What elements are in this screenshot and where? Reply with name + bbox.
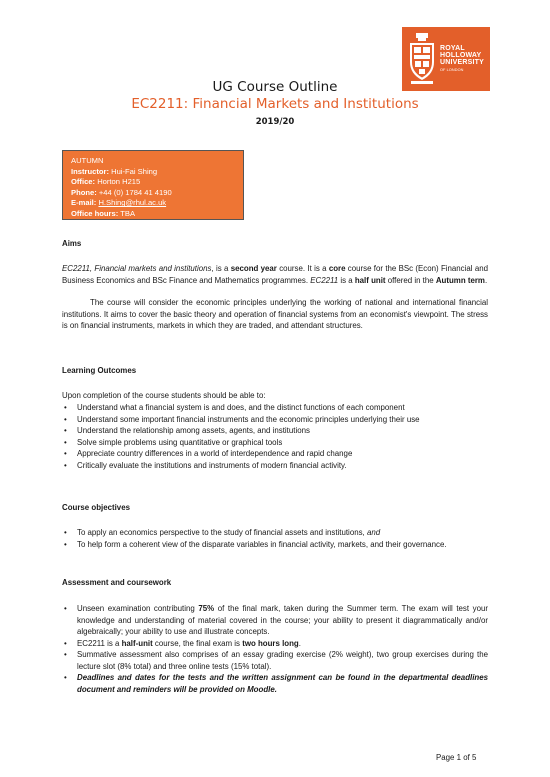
page-number: Page 1 of 5 <box>436 753 477 762</box>
aims-paragraph-2: The course will consider the economic principles underlying the working of national and international financial institutions. It aims to cover the basic theory and operation of financial systems from an economist's viewpoint. The stress is on financial instruments, markets in which they are traded, and attendant structures. <box>62 298 488 330</box>
list-item: • Critically evaluate the institutions and instruments of modern financial activity. <box>62 460 488 472</box>
instructor-label: Instructor: <box>71 166 109 176</box>
aims-text: offered in the <box>385 275 436 285</box>
list-item <box>62 638 488 650</box>
logo-line-1: ROYAL <box>440 45 465 52</box>
logo-wordmark <box>440 45 488 74</box>
crest-icon <box>407 32 437 86</box>
logo-line-4: OF LONDON <box>440 67 464 72</box>
aims-text: course. It is a <box>276 264 329 273</box>
objective-text: To apply an economics perspective to the study of financial assets and institutions, <box>77 528 367 537</box>
office-label: Office: <box>71 177 96 187</box>
aims-emphasis: second year <box>230 264 277 273</box>
assessment-text: course, the final exam is <box>152 638 243 648</box>
office-hours-row <box>71 209 235 220</box>
list-item <box>62 527 488 539</box>
deadlines-note: Deadlines and dates for the tests and the written assignment can be found in the departmental deadlines document and reminders will be provided on Moodle. <box>77 673 488 694</box>
aims-emphasis: half unit <box>354 275 386 285</box>
assessment-text: Unseen examination contributing <box>77 604 199 613</box>
aims-text: is a <box>338 275 355 285</box>
course-name: EC2211, Financial markets and institutions <box>62 264 212 273</box>
list-item: • Understand the relationship among assets, agents, and institutions <box>62 425 488 437</box>
email-link[interactable]: H.Shing@rhul.ac.uk <box>98 198 167 208</box>
page-title: UG Course Outline <box>212 79 338 95</box>
list-item: • Summative assessment also comprises of an essay grading exercise (2% weight), two group exercises during the lecture slot (8% total) and three online tests (15% total). <box>62 649 488 672</box>
objective-and: and <box>366 528 381 537</box>
assessment-emphasis: 75% <box>198 604 215 613</box>
logo-line-3: UNIVERSITY <box>440 59 485 67</box>
office-value: Horton H215 <box>97 177 141 187</box>
list-item: • Understand what a financial system is and does, and the distinct functions of each component <box>62 402 488 414</box>
list-item <box>62 603 488 638</box>
assessment-list <box>62 603 488 695</box>
term-label: AUTUMN <box>71 156 104 165</box>
aims-emphasis: Autumn term <box>435 275 485 285</box>
email-label: E-mail: <box>71 198 97 208</box>
learning-outcomes-heading: Learning Outcomes <box>62 366 137 375</box>
aims-text: , is a <box>211 264 231 273</box>
aims-text: course for the BSc (Econ) Financial and Business Economics and BSc Finance and Mathematics programmes. <box>62 264 488 285</box>
phone-value: +44 (0) 1784 41 4190 <box>98 187 172 197</box>
instructor-row <box>71 167 235 178</box>
assessment-text: of the final mark, taken during the Summer term. The exam will test your knowledge and understanding of material covered in the course; your ability to present it diagrammatically and/or algebraically; your ability to use and illustrate concepts. <box>77 604 488 636</box>
learning-outcomes-list <box>62 402 488 471</box>
course-code: EC2211 <box>310 275 339 285</box>
office-hours-label: Office hours: <box>71 208 119 218</box>
list-item: • To help form a coherent view of the disparate variables in financial activity, markets, and their governance. <box>62 539 488 551</box>
list-item: • Solve simple problems using quantitative or graphical tools <box>62 437 488 449</box>
assessment-text: EC2211 is a <box>77 638 122 648</box>
aims-paragraph-1 <box>62 263 488 286</box>
aims-heading: Aims <box>62 239 82 248</box>
logo-line-2: HOLLOWAY <box>440 52 482 60</box>
phone-label: Phone: <box>71 187 97 197</box>
course-title: EC2211: Financial Markets and Institutions <box>131 96 419 112</box>
phone-row <box>71 188 235 199</box>
assessment-heading: Assessment and coursework <box>62 578 172 587</box>
email-row <box>71 198 235 209</box>
list-item: • Understand some important financial instruments and the economic principles underlying their use <box>62 414 488 426</box>
learning-outcomes-intro: Upon completion of the course students should be able to: <box>62 391 266 400</box>
course-objectives-list <box>62 527 488 550</box>
office-hours-value: TBA <box>120 208 136 218</box>
course-objectives-heading: Course objectives <box>62 503 130 512</box>
academic-year: 2019/20 <box>255 117 295 127</box>
aims-text: . <box>484 275 488 285</box>
aims-emphasis: core <box>328 264 346 273</box>
office-row <box>71 177 235 188</box>
instructor-name: Hui-Fai Shing <box>111 166 158 176</box>
assessment-emphasis: half-unit <box>121 638 153 648</box>
instructor-info-box <box>62 150 244 220</box>
assessment-emphasis: two hours long <box>242 638 299 648</box>
assessment-text: . <box>298 638 301 648</box>
list-item: • Appreciate country differences in a world of interdependence and rapid change <box>62 448 488 460</box>
list-item <box>62 672 488 695</box>
